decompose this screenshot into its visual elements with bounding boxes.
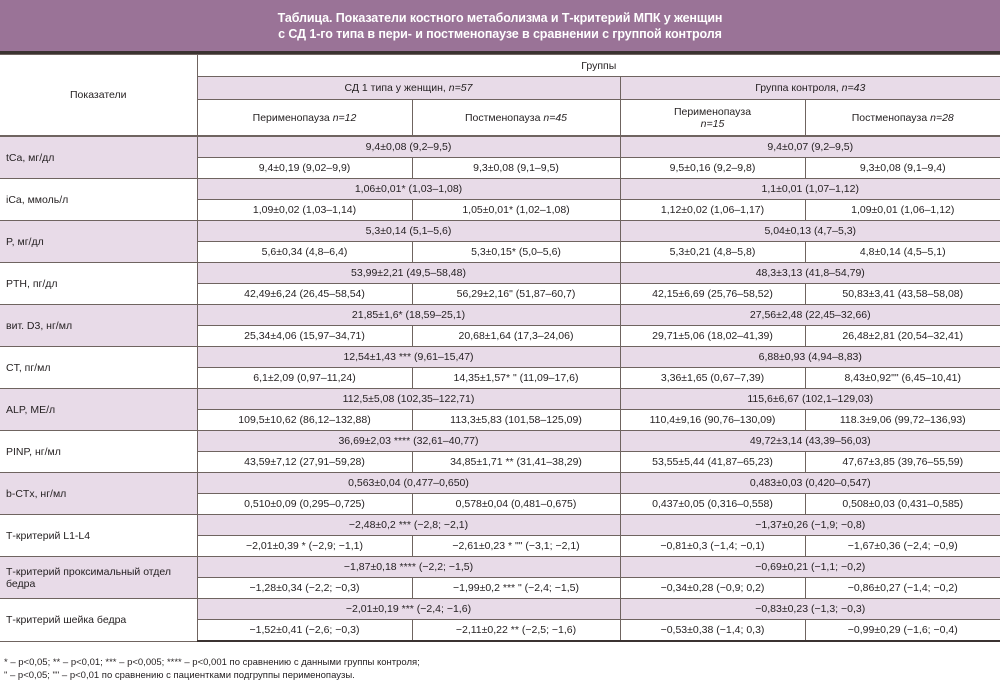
dm-peri-cell: 6,1±2,09 (0,97–11,24) bbox=[197, 368, 412, 389]
dm-post-cell: −1,99±0,2 *** " (−2,4; −1,5) bbox=[412, 578, 620, 599]
table-row-aggregate bbox=[0, 305, 1000, 326]
control-peri-cell: 3,36±1,65 (0,67–7,39) bbox=[620, 368, 805, 389]
dm-total-cell: 53,99±2,21 (49,5–58,48) bbox=[197, 263, 620, 284]
control-total-cell: 1,1±0,01 (1,07–1,12) bbox=[620, 179, 1000, 200]
control-total-cell: 9,4±0,07 (9,2–9,5) bbox=[620, 136, 1000, 158]
control-post-cell: 47,67±3,85 (39,76–55,59) bbox=[805, 452, 1000, 473]
control-post-cell: 1,09±0,01 (1,06–1,12) bbox=[805, 200, 1000, 221]
dm-peri-cell: −1,28±0,34 (−2,2; −0,3) bbox=[197, 578, 412, 599]
header-group-dm: СД 1 типа у женщин, n=57 bbox=[197, 77, 620, 100]
row-label: PINP, нг/мл bbox=[0, 431, 197, 473]
row-label: iCa, ммоль/л bbox=[0, 179, 197, 221]
control-total-cell: −1,37±0,26 (−1,9; −0,8) bbox=[620, 515, 1000, 536]
dm-total-cell: 21,85±1,6* (18,59–25,1) bbox=[197, 305, 620, 326]
dm-peri-cell: −1,52±0,41 (−2,6; −0,3) bbox=[197, 620, 412, 642]
row-label: Т-критерий L1-L4 bbox=[0, 515, 197, 557]
dm-post-cell: −2,11±0,22 ** (−2,5; −1,6) bbox=[412, 620, 620, 642]
header-dm-post: Постменопауза n=45 bbox=[412, 100, 620, 137]
control-total-cell: 6,88±0,93 (4,94–8,83) bbox=[620, 347, 1000, 368]
table-row-aggregate bbox=[0, 557, 1000, 578]
dm-post-cell: 9,3±0,08 (9,1–9,5) bbox=[412, 158, 620, 179]
dm-total-cell: 9,4±0,08 (9,2–9,5) bbox=[197, 136, 620, 158]
control-total-cell: −0,69±0,21 (−1,1; −0,2) bbox=[620, 557, 1000, 578]
dm-peri-cell: 43,59±7,12 (27,91–59,28) bbox=[197, 452, 412, 473]
table-row-aggregate bbox=[0, 221, 1000, 242]
table-row-aggregate bbox=[0, 389, 1000, 410]
dm-peri-cell: 42,49±6,24 (26,45–58,54) bbox=[197, 284, 412, 305]
row-label: Т-критерий проксимальный отдел бедра bbox=[0, 557, 197, 599]
row-label: tCa, мг/дл bbox=[0, 136, 197, 179]
dm-peri-cell: 25,34±4,06 (15,97–34,71) bbox=[197, 326, 412, 347]
header-group-control: Группа контроля, n=43 bbox=[620, 77, 1000, 100]
control-post-cell: 9,3±0,08 (9,1–9,4) bbox=[805, 158, 1000, 179]
control-peri-cell: 53,55±5,44 (41,87–65,23) bbox=[620, 452, 805, 473]
control-total-cell: 115,6±6,67 (102,1–129,03) bbox=[620, 389, 1000, 410]
dm-total-cell: 112,5±5,08 (102,35–122,71) bbox=[197, 389, 620, 410]
control-total-cell: 5,04±0,13 (4,7–5,3) bbox=[620, 221, 1000, 242]
control-post-cell: 50,83±3,41 (43,58–58,08) bbox=[805, 284, 1000, 305]
row-label: PTH, пг/дл bbox=[0, 263, 197, 305]
dm-peri-cell: −2,01±0,39 * (−2,9; −1,1) bbox=[197, 536, 412, 557]
table-title-band bbox=[0, 0, 1000, 54]
table-row-aggregate bbox=[0, 347, 1000, 368]
control-peri-cell: 29,71±5,06 (18,02–41,39) bbox=[620, 326, 805, 347]
row-label: CT, пг/мл bbox=[0, 347, 197, 389]
footnotes bbox=[4, 656, 420, 682]
dm-peri-cell: 109,5±10,62 (86,12–132,88) bbox=[197, 410, 412, 431]
header-dm-peri: Перименопауза n=12 bbox=[197, 100, 412, 137]
row-label: вит. D3, нг/мл bbox=[0, 305, 197, 347]
dm-peri-cell: 1,09±0,02 (1,03–1,14) bbox=[197, 200, 412, 221]
table-row-aggregate bbox=[0, 515, 1000, 536]
dm-total-cell: −2,01±0,19 *** (−2,4; −1,6) bbox=[197, 599, 620, 620]
control-total-cell: 49,72±3,14 (43,39–56,03) bbox=[620, 431, 1000, 452]
control-post-cell: −0,86±0,27 (−1,4; −0,2) bbox=[805, 578, 1000, 599]
dm-post-cell: 20,68±1,64 (17,3–24,06) bbox=[412, 326, 620, 347]
header-groups: Группы bbox=[197, 55, 1000, 77]
table-row-aggregate bbox=[0, 136, 1000, 158]
control-peri-cell: −0,34±0,28 (−0,9; 0,2) bbox=[620, 578, 805, 599]
control-post-cell: −1,67±0,36 (−2,4; −0,9) bbox=[805, 536, 1000, 557]
control-total-cell: 48,3±3,13 (41,8–54,79) bbox=[620, 263, 1000, 284]
dm-total-cell: −1,87±0,18 **** (−2,2; −1,5) bbox=[197, 557, 620, 578]
dm-total-cell: 1,06±0,01* (1,03–1,08) bbox=[197, 179, 620, 200]
dm-total-cell: 0,563±0,04 (0,477–0,650) bbox=[197, 473, 620, 494]
control-peri-cell: 1,12±0,02 (1,06–1,17) bbox=[620, 200, 805, 221]
dm-total-cell: 36,69±2,03 **** (32,61–40,77) bbox=[197, 431, 620, 452]
dm-total-cell: 12,54±1,43 *** (9,61–15,47) bbox=[197, 347, 620, 368]
control-peri-cell: −0,81±0,3 (−1,4; −0,1) bbox=[620, 536, 805, 557]
control-total-cell: 27,56±2,48 (22,45–32,66) bbox=[620, 305, 1000, 326]
dm-post-cell: 5,3±0,15* (5,0–5,6) bbox=[412, 242, 620, 263]
control-post-cell: 118.3±9,06 (99,72–136,93) bbox=[805, 410, 1000, 431]
table-row-aggregate bbox=[0, 179, 1000, 200]
table-row-aggregate bbox=[0, 263, 1000, 284]
dm-peri-cell: 9,4±0,19 (9,02–9,9) bbox=[197, 158, 412, 179]
dm-post-cell: 14,35±1,57* " (11,09–17,6) bbox=[412, 368, 620, 389]
dm-post-cell: 1,05±0,01* (1,02–1,08) bbox=[412, 200, 620, 221]
dm-post-cell: 0,578±0,04 (0,481–0,675) bbox=[412, 494, 620, 515]
dm-post-cell: −2,61±0,23 * "" (−3,1; −2,1) bbox=[412, 536, 620, 557]
control-post-cell: 26,48±2,81 (20,54–32,41) bbox=[805, 326, 1000, 347]
control-post-cell: 0,508±0,03 (0,431–0,585) bbox=[805, 494, 1000, 515]
control-peri-cell: 9,5±0,16 (9,2–9,8) bbox=[620, 158, 805, 179]
row-label: P, мг/дл bbox=[0, 221, 197, 263]
table-row-aggregate bbox=[0, 599, 1000, 620]
dm-post-cell: 113,3±5,83 (101,58–125,09) bbox=[412, 410, 620, 431]
row-label: b-CTx, нг/мл bbox=[0, 473, 197, 515]
table-row-aggregate bbox=[0, 431, 1000, 452]
header-ctrl-peri: Перименопауза n=15 bbox=[620, 100, 805, 137]
control-peri-cell: 5,3±0,21 (4,8–5,8) bbox=[620, 242, 805, 263]
dm-total-cell: 5,3±0,14 (5,1–5,6) bbox=[197, 221, 620, 242]
control-post-cell: 4,8±0,14 (4,5–5,1) bbox=[805, 242, 1000, 263]
control-total-cell: 0,483±0,03 (0,420–0,547) bbox=[620, 473, 1000, 494]
header-indicators: Показатели bbox=[0, 55, 197, 137]
control-total-cell: −0,83±0,23 (−1,3; −0,3) bbox=[620, 599, 1000, 620]
control-peri-cell: 0,437±0,05 (0,316–0,558) bbox=[620, 494, 805, 515]
table-row-aggregate bbox=[0, 473, 1000, 494]
control-peri-cell: −0,53±0,38 (−1,4; 0,3) bbox=[620, 620, 805, 642]
dm-post-cell: 34,85±1,71 ** (31,41–38,29) bbox=[412, 452, 620, 473]
control-post-cell: 8,43±0,92"" (6,45–10,41) bbox=[805, 368, 1000, 389]
control-post-cell: −0,99±0,29 (−1,6; −0,4) bbox=[805, 620, 1000, 642]
control-peri-cell: 110,4±9,16 (90,76–130,09) bbox=[620, 410, 805, 431]
table-title: Таблица. Показатели костного метаболизма и Т-критерий МПК у женщин с СД 1-го типа в пери- и постменопаузе в сравнении с группой контроля bbox=[277, 10, 723, 41]
header-ctrl-post: Постменопауза n=28 bbox=[805, 100, 1000, 137]
dm-total-cell: −2,48±0,2 *** (−2,8; −2,1) bbox=[197, 515, 620, 536]
row-label: ALP, МЕ/л bbox=[0, 389, 197, 431]
data-table bbox=[0, 54, 1000, 642]
row-label: Т-критерий шейка бедра bbox=[0, 599, 197, 642]
footnote-control: * – p<0,05; ** – p<0,01; *** – p<0,005; **** – p<0,001 по сравнению с данными группы контроля; bbox=[4, 657, 420, 668]
dm-post-cell: 56,29±2,16" (51,87–60,7) bbox=[412, 284, 620, 305]
footnote-perimenopause: " – p<0,05; "" – p<0,01 по сравнению с пациентками подгруппы перименопаузы. bbox=[4, 670, 355, 681]
control-peri-cell: 42,15±6,69 (25,76–58,52) bbox=[620, 284, 805, 305]
dm-peri-cell: 0,510±0,09 (0,295–0,725) bbox=[197, 494, 412, 515]
dm-peri-cell: 5,6±0,34 (4,8–6,4) bbox=[197, 242, 412, 263]
